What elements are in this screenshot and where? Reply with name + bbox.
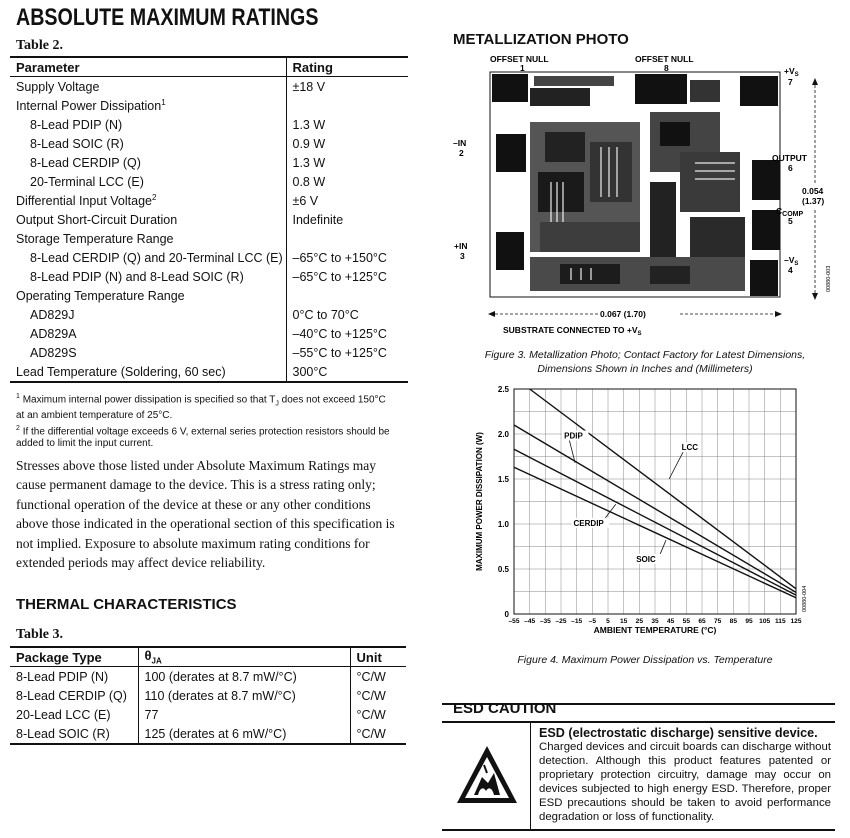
x-tick-label: 115 — [775, 618, 786, 625]
esd-warning-icon — [454, 743, 520, 809]
y-tick-label: 2.0 — [497, 430, 509, 439]
x-tick-label: –55 — [508, 618, 520, 625]
x-tick-label: 75 — [713, 618, 722, 625]
abs-max-table — [10, 56, 408, 383]
table-row: 8-Lead CERDIP (Q) and 20-Terminal LCC (E) –65°C to +150°C — [10, 248, 408, 267]
series-label-pdip: PDIP — [564, 431, 583, 441]
label-in-pos: +IN — [454, 241, 468, 251]
x-tick-label: 105 — [759, 618, 771, 625]
y-tick-label: 0.5 — [497, 565, 509, 574]
header-rating: Rating — [286, 57, 408, 77]
table-row: Supply Voltage ±18 V — [10, 77, 408, 97]
arrow-right-icon — [775, 311, 782, 317]
table-row: 20-Terminal LCC (E) 0.8 W — [10, 172, 408, 191]
table-row: Storage Temperature Range — [10, 229, 408, 248]
x-tick-label: 85 — [729, 618, 738, 625]
x-tick-label: 125 — [790, 618, 802, 625]
header-theta: $\theta_{JA}$ — [138, 647, 350, 667]
x-tick-label: 35 — [651, 618, 659, 625]
esd-text: ESD (electrostatic discharge) sensitive device. Charged devices and circuit boards can discharge without detection. Although this product features patented or proprietary protection circuitry, damage may occur on devices subjected to high energy ESD. Therefore, proper ESD precautions should be taken to avoid performance degradation or loss of functionality. — [539, 726, 831, 823]
label-pin-4: 4 — [788, 265, 793, 275]
thermal-table — [10, 646, 406, 745]
table-row: 20-Lead LCC (E) 77 °C/W — [10, 705, 406, 724]
table-row: AD829A –40°C to +125°C — [10, 324, 408, 343]
table-row: 8-Lead PDIP (N) and 8-Lead SOIC (R) –65°C to +125°C — [10, 267, 408, 286]
fig4-code: 00880-004 — [802, 585, 808, 612]
table-row: 8-Lead SOIC (R) 125 (derates at 6 mW/°C) °C/W — [10, 724, 406, 744]
x-tick-label: –5 — [588, 618, 597, 625]
esd-box — [442, 721, 835, 831]
table-row: 8-Lead CERDIP (Q) 110 (derates at 8.7 mW/°C) °C/W — [10, 686, 406, 705]
y-tick-label: 1.5 — [497, 475, 509, 484]
label-pin-6: 6 — [788, 163, 793, 173]
arrow-up-icon — [812, 78, 818, 85]
x-tick-label: –35 — [539, 618, 551, 625]
table-row: AD829S –55°C to +125°C — [10, 343, 408, 362]
arrow-left-icon — [488, 311, 495, 317]
x-tick-label: –15 — [571, 618, 583, 625]
x-tick-label: 5 — [606, 618, 610, 625]
y-tick-label: 2.5 — [497, 385, 509, 394]
table-row: Internal Power Dissipation$^1$ — [10, 96, 408, 115]
table-row: 8-Lead CERDIP (Q) 1.3 W — [10, 153, 408, 172]
label-in-neg: –IN — [453, 138, 467, 148]
table-row: 8-Lead PDIP (N) 1.3 W — [10, 115, 408, 134]
y-tick-label: 1.0 — [497, 520, 509, 529]
label-substrate: SUBSTRATE CONNECTED TO $+V_S$ — [503, 325, 642, 337]
table2-caption: Table 2. — [16, 38, 63, 53]
esd-divider — [530, 723, 531, 829]
stress-paragraph: Stresses above those listed under Absolute Maximum Ratings may cause permanent damage to the device. This is a stress rating only; functional operation of the device at these or any other conditions above those indicated in the operational section of this specification is not implied. Exposure to absolute maximum rating conditions for extended periods may affect device reliability. — [16, 458, 395, 571]
label-pin-5: 5 — [788, 216, 793, 226]
y-axis-label: MAXIMUM POWER DISSIPATION (W) — [475, 432, 484, 571]
label-vs-neg: $-V_S$ — [784, 255, 799, 267]
series-label-lcc: LCC — [681, 443, 699, 453]
figure4-caption: Figure 4. Maximum Power Dissipation vs. Temperature — [517, 654, 773, 666]
label-height-mm: (1.37) — [802, 196, 825, 206]
label-offset-null-1: OFFSET NULL — [490, 54, 549, 64]
arrow-down-icon — [812, 293, 818, 300]
series-line-lcc — [530, 389, 796, 589]
x-tick-label: 45 — [666, 618, 675, 625]
label-ccomp: $C_{COMP}$ — [776, 206, 804, 218]
series-label-cerdip: CERDIP — [573, 518, 604, 528]
series-label-soic: SOIC — [636, 554, 656, 564]
y-tick-labels — [498, 385, 510, 619]
figure3-caption: Figure 3. Metallization Photo; Contact Factory for Latest Dimensions, Dimensions Shown in Inches and (Millimeters) — [484, 349, 806, 375]
x-tick-label: 55 — [682, 618, 691, 625]
header-parameter: Parameter — [10, 57, 286, 77]
label-pin-8: 8 — [664, 63, 669, 73]
label-width: 0.067 (1.70) — [600, 309, 646, 319]
thermal-title: THERMAL CHARACTERISTICS — [16, 596, 237, 613]
table3-caption: Table 3. — [16, 627, 63, 642]
table-row: Operating Temperature Range — [10, 286, 408, 305]
table-row: Lead Temperature (Soldering, 60 sec) 300°C — [10, 362, 408, 382]
x-tick-labels — [508, 618, 801, 625]
table-row: 8-Lead PDIP (N) 100 (derates at 8.7 mW/°C) °C/W — [10, 667, 406, 687]
header-package: Package Type — [10, 647, 138, 667]
y-tick-label: 0 — [504, 610, 509, 619]
footnote-2: $^2$ If the differential voltage exceeds 6 V, external series protection resistors should be added to limit the input current. — [16, 425, 390, 450]
table-row: Differential Input Voltage$^2$ ±6 V — [10, 191, 408, 210]
power-dissipation-chart — [470, 380, 830, 645]
fig3-code: 00880-003 — [826, 265, 832, 292]
metallization-title: METALLIZATION PHOTO — [453, 31, 629, 48]
x-tick-label: –25 — [555, 618, 567, 625]
chart-grid — [514, 389, 796, 614]
abs-max-title: ABSOLUTE MAXIMUM RATINGS — [16, 4, 319, 31]
esd-title: ESD CAUTION — [453, 700, 557, 717]
x-tick-label: 65 — [698, 618, 706, 625]
table-row: 8-Lead SOIC (R) 0.9 W — [10, 134, 408, 153]
label-height-in: 0.054 — [802, 186, 824, 196]
label-pin-7: 7 — [788, 77, 793, 87]
label-vs-pos: $+V_S$ — [784, 66, 799, 78]
header-unit: Unit — [350, 647, 406, 667]
x-axis-label: AMBIENT TEMPERATURE (°C) — [593, 625, 717, 635]
label-offset-null-8: OFFSET NULL — [635, 54, 694, 64]
table-row: AD829J 0°C to 70°C — [10, 305, 408, 324]
label-pin-2: 2 — [459, 148, 464, 158]
footnote-1: $^1$ Maximum internal power dissipation is specified so that $T_J$ does not exceed 150°C at an ambient temperature of 25°C. — [16, 393, 386, 422]
label-output: OUTPUT — [772, 153, 807, 163]
label-pin-1: 1 — [520, 63, 525, 73]
x-tick-label: –45 — [524, 618, 536, 625]
x-tick-label: 25 — [635, 618, 644, 625]
x-tick-label: 15 — [619, 618, 628, 625]
table-row: Output Short-Circuit Duration Indefinite — [10, 210, 408, 229]
x-tick-label: 95 — [745, 618, 753, 625]
label-pin-3: 3 — [460, 251, 465, 261]
metallization-photo — [450, 52, 840, 342]
